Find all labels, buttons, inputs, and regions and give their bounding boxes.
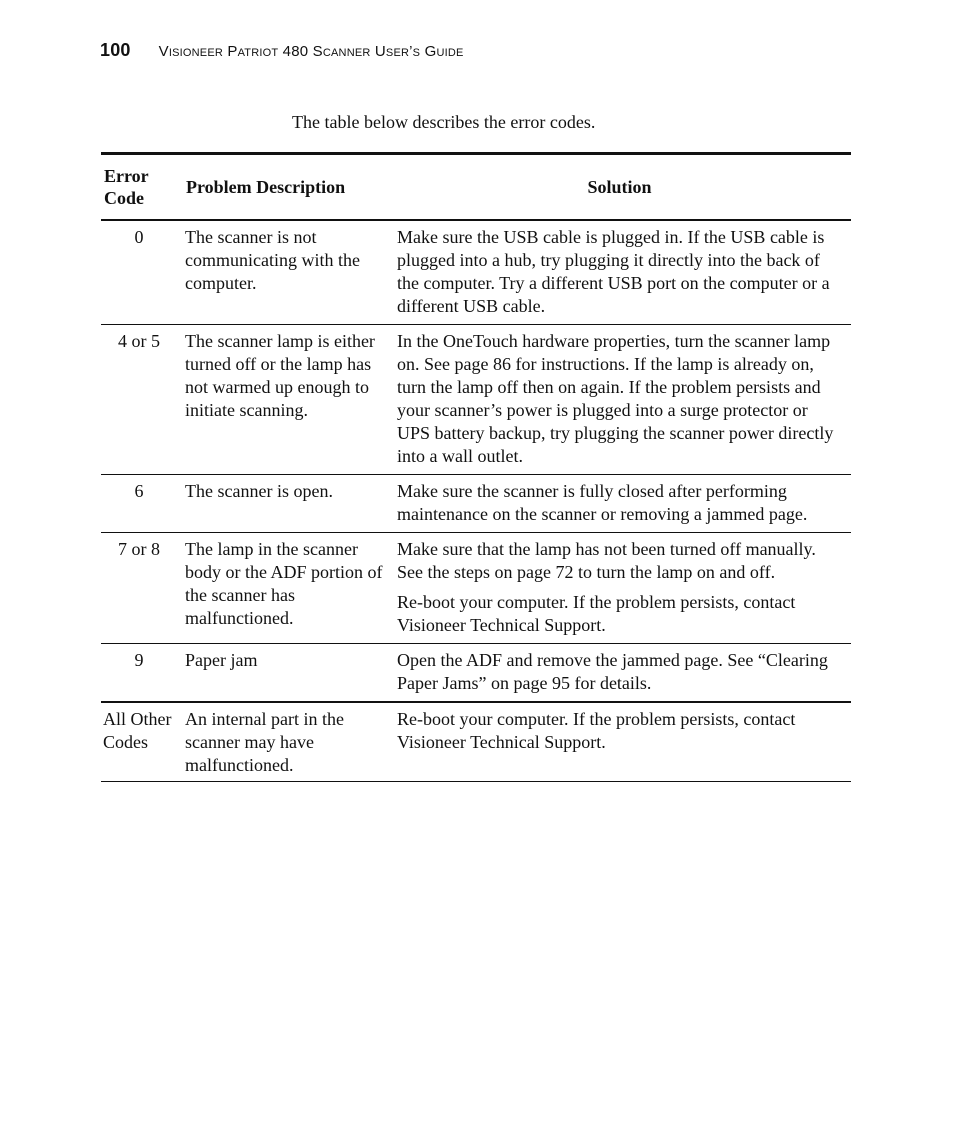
solution-cell [389, 644, 851, 703]
solution-paragraph: In the OneTouch hardware properties, turn the scanner lamp on. See page 86 for instructions. If the lamp is already on, turn the lamp off then on again. If the problem persists and your scanner’s power is plugged into a surge protector or UPS battery backup, try plugging the scanner power directly into a wall outlet. [397, 331, 834, 466]
running-header [100, 40, 464, 64]
header-solution: Solution [587, 176, 652, 197]
table-row [101, 533, 851, 644]
problem-description-cell: The scanner is open. [185, 481, 333, 501]
solution-paragraph: Make sure the USB cable is plugged in. If the USB cable is plugged into a hub, try plugging it directly into the back of the computer. Try a different USB port on the computer or a different USB cable. [397, 227, 830, 316]
solution-paragraph: Make sure that the lamp has not been turned off manually. See the steps on page 72 to turn the lamp on and off. [397, 539, 816, 582]
solution-cell [389, 533, 851, 644]
problem-description-cell: The lamp in the scanner body or the ADF portion of the scanner has malfunctioned. [185, 539, 383, 628]
table-header-row [101, 154, 851, 221]
solution-paragraph: Re-boot your computer. If the problem persists, contact Visioneer Technical Support. [397, 592, 796, 635]
header-problem-description: Problem Description [186, 176, 346, 197]
book-title: Visioneer Patriot 480 Scanner User’s Guide [158, 43, 464, 60]
error-code-cell: 7 or 8 [118, 539, 160, 559]
problem-description-cell: The scanner lamp is either turned off or the lamp has not warmed up enough to initiate scanning. [185, 331, 375, 420]
error-code-cell: 0 [134, 227, 144, 247]
table-row [101, 220, 851, 325]
table-row [101, 325, 851, 475]
problem-description-cell: The scanner is not communicating with the computer. [185, 227, 360, 293]
problem-description-cell: An internal part in the scanner may have malfunctioned. [185, 709, 344, 775]
error-code-cell: 9 [134, 650, 144, 670]
table-row [101, 475, 851, 533]
table-row [101, 644, 851, 703]
solution-paragraph: Make sure the scanner is fully closed after performing maintenance on the scanner or removing a jammed page. [397, 481, 808, 524]
error-code-cell: 6 [134, 481, 144, 501]
header-error-code: Error Code [104, 166, 149, 208]
error-code-cell: All Other Codes [103, 709, 172, 752]
problem-description-cell: Paper jam [185, 650, 258, 670]
solution-cell [389, 325, 851, 475]
solution-cell [389, 702, 851, 782]
error-code-table-container [101, 152, 851, 782]
solution-paragraph: Open the ADF and remove the jammed page. See “Clearing Paper Jams” on page 95 for details. [397, 650, 828, 693]
solution-cell [389, 475, 851, 533]
error-code-table [101, 152, 851, 782]
error-code-cell: 4 or 5 [118, 331, 160, 351]
solution-cell [389, 220, 851, 325]
table-row [101, 702, 851, 782]
intro-text: The table below describes the error codes. [292, 112, 596, 132]
solution-paragraph: Re-boot your computer. If the problem persists, contact Visioneer Technical Support. [397, 709, 796, 752]
page-number: 100 [100, 40, 131, 60]
